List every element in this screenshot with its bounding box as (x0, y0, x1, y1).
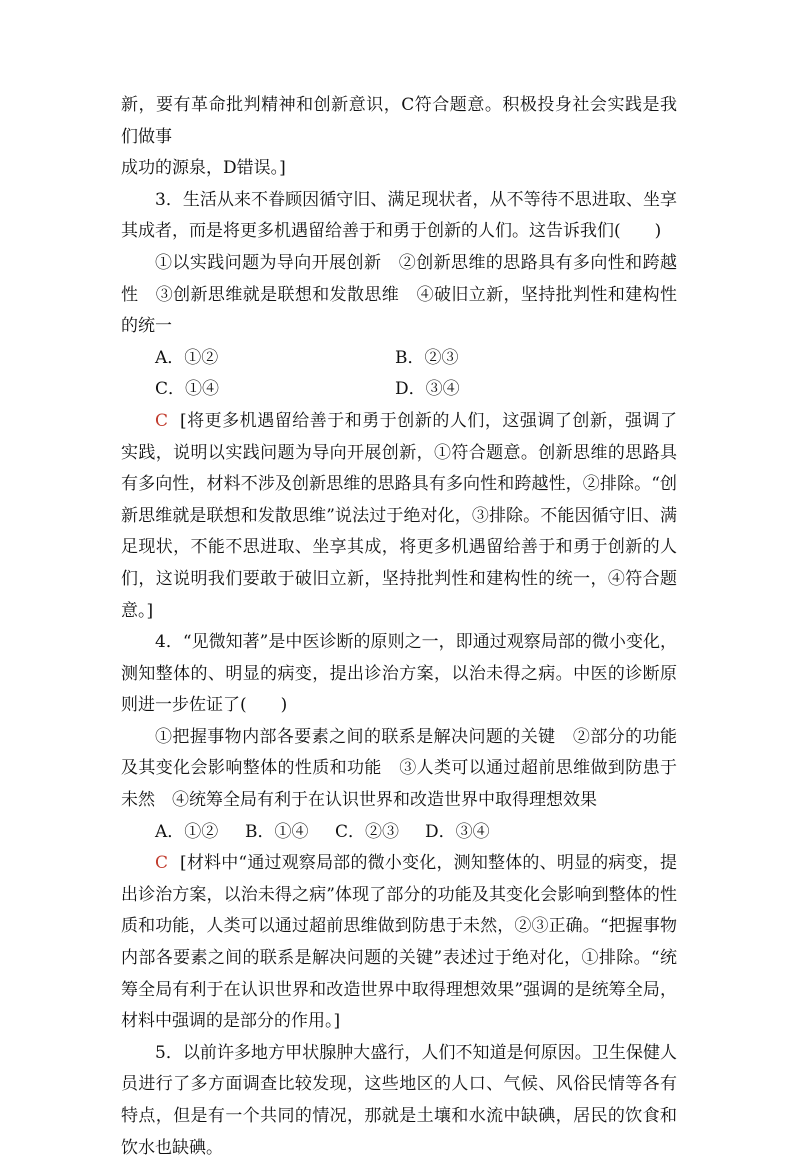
continuation-line-2: 成功的源泉，D错误。] (121, 158, 286, 179)
question-4-items: ①把握事物内部各要素之间的联系是解决问题的关键 ②部分的功能及其变化会影响整体的性质和功能 ③人类可以通过超前思维做到防患于未然 ④统筹全局有利于在认识世界和改造世界中取得理想效果 (121, 726, 677, 811)
question-4-answer-letter: C (155, 853, 169, 874)
question-4-options-row (121, 817, 677, 849)
continuation-line-1: 新，要有革命批判精神和创新意识，C符合题意。积极投身社会实践是我们做事 (121, 95, 677, 147)
question-4-option-a: A．①② (155, 821, 219, 842)
question-3-items: ①以实践问题为导向开展创新 ②创新思维的思路具有多向性和跨越性 ③创新思维就是联想和发散思维 ④破旧立新，坚持批判性和建构性的统一 (121, 252, 677, 337)
question-3-stem: 3．生活从来不眷顾因循守旧、满足现状者，从不等待不思进取、坐享其成者，而是将更多机遇留给善于和勇于创新的人们。这告诉我们( ) (121, 189, 677, 242)
question-3-options-row-1 (121, 343, 677, 375)
question-4-option-b: B．①④ (245, 821, 309, 842)
question-4-option-d: D．③④ (425, 821, 490, 842)
question-3-explanation: [将更多机遇留给善于和勇于创新的人们，这强调了创新，强调了实践，说明以实践问题为导向开展创新，①符合题意。创新思维的思路具有多向性，材料不涉及创新思维的思路具有多向性和跨越性，②排除。“创新思维就是联想和发散思维”说法过于绝对化，③排除。不能因循守旧、满足现状，不能不思进取、坐享其成，将更多机遇留给善于和勇于创新的人们，这说明我们要敢于破旧立新，坚持批判性和建构性的统一，④符合题意。] (121, 410, 677, 621)
question-4-answer (121, 848, 677, 1038)
question-3-option-a: A．①② (155, 347, 219, 368)
question-3-option-c: C．①④ (155, 379, 220, 400)
question-3-answer (121, 406, 677, 627)
question-4-option-c: C．②③ (335, 821, 400, 842)
question-3-options-row-2 (121, 374, 677, 406)
question-4-explanation: [材料中“通过观察局部的微小变化，测知整体的、明显的病变，提出诊治方案，以治未得之病”体现了部分的功能及其变化会影响到整体的性质和功能，人类可以通过超前思维做到防患于未然，②③正确。“把握事物内部各要素之间的联系是解决问题的关键”表述过于绝对化，①排除。“统筹全局有利于在认识世界和改造世界中取得理想效果”强调的是统筹全局，材料中强调的是部分的作用。] (121, 853, 677, 1032)
question-3-answer-letter: C (155, 410, 169, 431)
question-4-stem: 4．“见微知著”是中医诊断的原则之一，即通过观察局部的微小变化，测知整体的、明显的病变，提出诊治方案，以治未得之病。中医的诊断原则进一步佐证了( ) (121, 632, 677, 716)
document-body (121, 90, 677, 1164)
question-5-stem: 5．以前许多地方甲状腺肿大盛行，人们不知道是何原因。卫生保健人员进行了多方面调查比较发现，这些地区的人口、气候、风俗民情等各有特点，但是有一个共同的情况，那就是土壤和水流中缺碘，居民的饮食和饮水也缺碘。 (121, 1042, 677, 1158)
question-3-option-d: D．③④ (395, 379, 460, 400)
question-3-option-b: B．②③ (395, 347, 459, 368)
